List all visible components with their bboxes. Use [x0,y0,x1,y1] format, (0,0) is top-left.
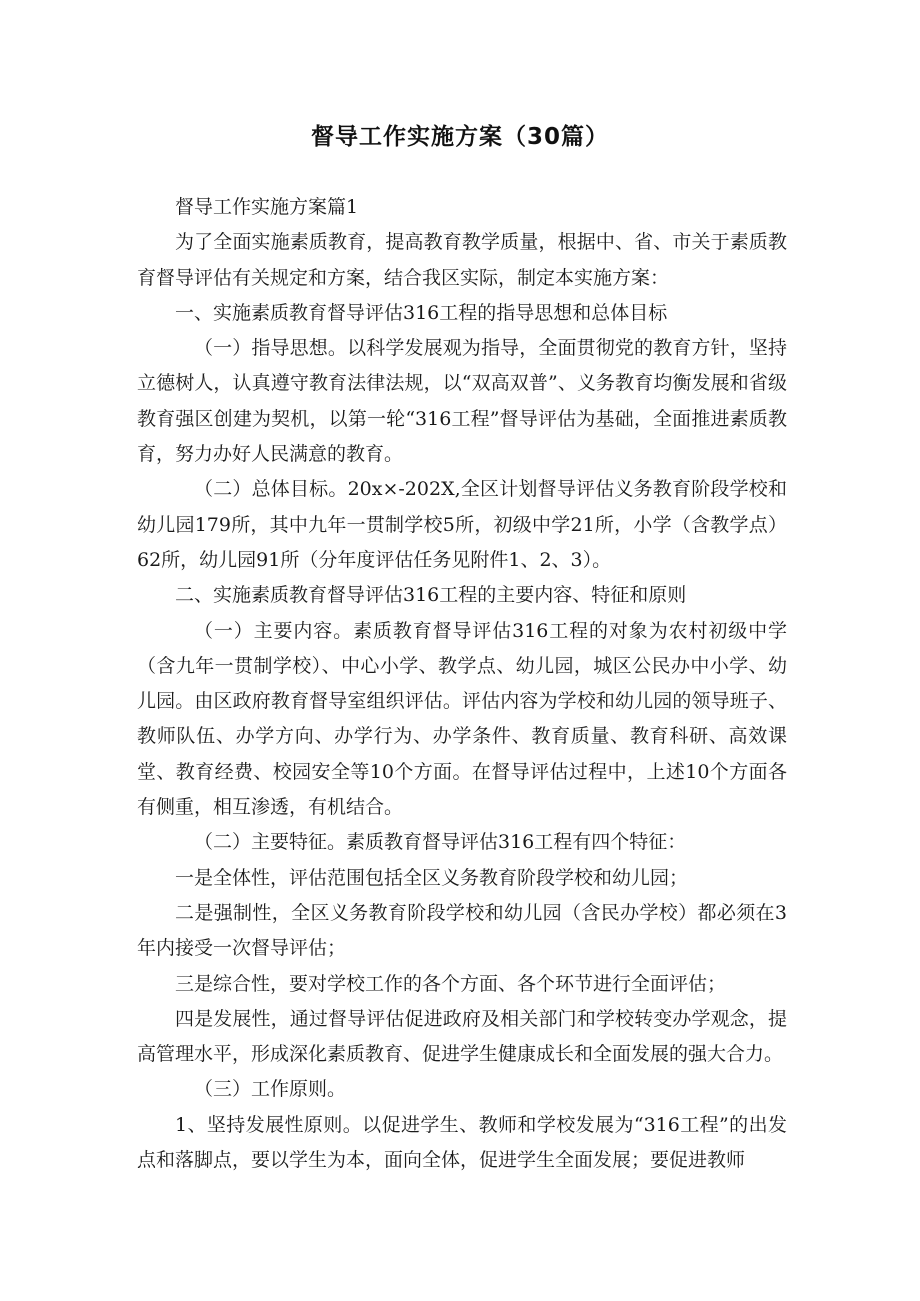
document-body [137,190,787,1178]
document-title: 督导工作实施方案（30篇） [310,124,609,150]
paragraph-overall-goal: （二）总体目标。20x×-202X,全区计划督导评估义务教育阶段学校和幼儿园179所，其中九年一贯制学校5所，初级中学21所，小学（含教学点）62所，幼儿园91所（分年度评估任务见附件1、2、3）。 [137,478,787,571]
feature-item-1: 一是全体性，评估范围包括全区义务教育阶段学校和幼儿园； [175,866,689,889]
paragraph-guiding-ideology: （一）指导思想。以科学发展观为指导，全面贯彻党的教育方针，坚持立德树人，认真遵守教育法律法规，以“双高双普”、义务教育均衡发展和省级教育强区创建为契机，以第一轮“316工程”督导评估为基础，全面推进素质教育，努力办好人民满意的教育。 [137,337,787,466]
paragraph-work-principles: （三）工作原则。 [194,1078,347,1101]
principle-item-1: 1、坚持发展性原则。以促进学生、教师和学校发展为“316工程”的出发点和落脚点，要以学生为本，面向全体，促进学生全面发展；要促进教师 [137,1113,787,1172]
paragraph-main-content: （一）主要内容。素质教育督导评估316工程的对象为农村初级中学（含九年一贯制学校）、中心小学、教学点、幼儿园，城区公民办中小学、幼儿园。由区政府教育督导室组织评估。评估内容为学校和幼儿园的领导班子、教师队伍、办学方向、办学行为、办学条件、教育质量、教育科研、高效课堂、教育经费、校园安全等10个方面。在督导评估过程中，上述10个方面各有侧重，相互渗透，有机结合。 [137,619,787,819]
paragraph-main-features: （二）主要特征。素质教育督导评估316工程有四个特征： [194,831,687,854]
intro-paragraph: 为了全面实施素质教育，提高教育教学质量，根据中、省、市关于素质教育督导评估有关规定和方案，结合我区实际，制定本实施方案： [137,231,787,289]
heading-part-one: 一、实施素质教育督导评估316工程的指导思想和总体目标 [175,301,668,324]
feature-item-4: 四是发展性，通过督导评估促进政府及相关部门和学校转变办学观念，提高管理水平，形成深化素质教育、促进学生健康成长和全面发展的强大合力。 [137,1007,787,1066]
heading-part-two: 二、实施素质教育督导评估316工程的主要内容、特征和原则 [175,584,687,607]
feature-item-3: 三是综合性，要对学校工作的各个方面、各个环节进行全面评估； [175,972,727,995]
section-heading: 督导工作实施方案篇1 [175,196,359,218]
feature-item-2: 二是强制性，全区义务教育阶段学校和幼儿园（含民办学校）都必须在3年内接受一次督导评估； [137,901,787,960]
